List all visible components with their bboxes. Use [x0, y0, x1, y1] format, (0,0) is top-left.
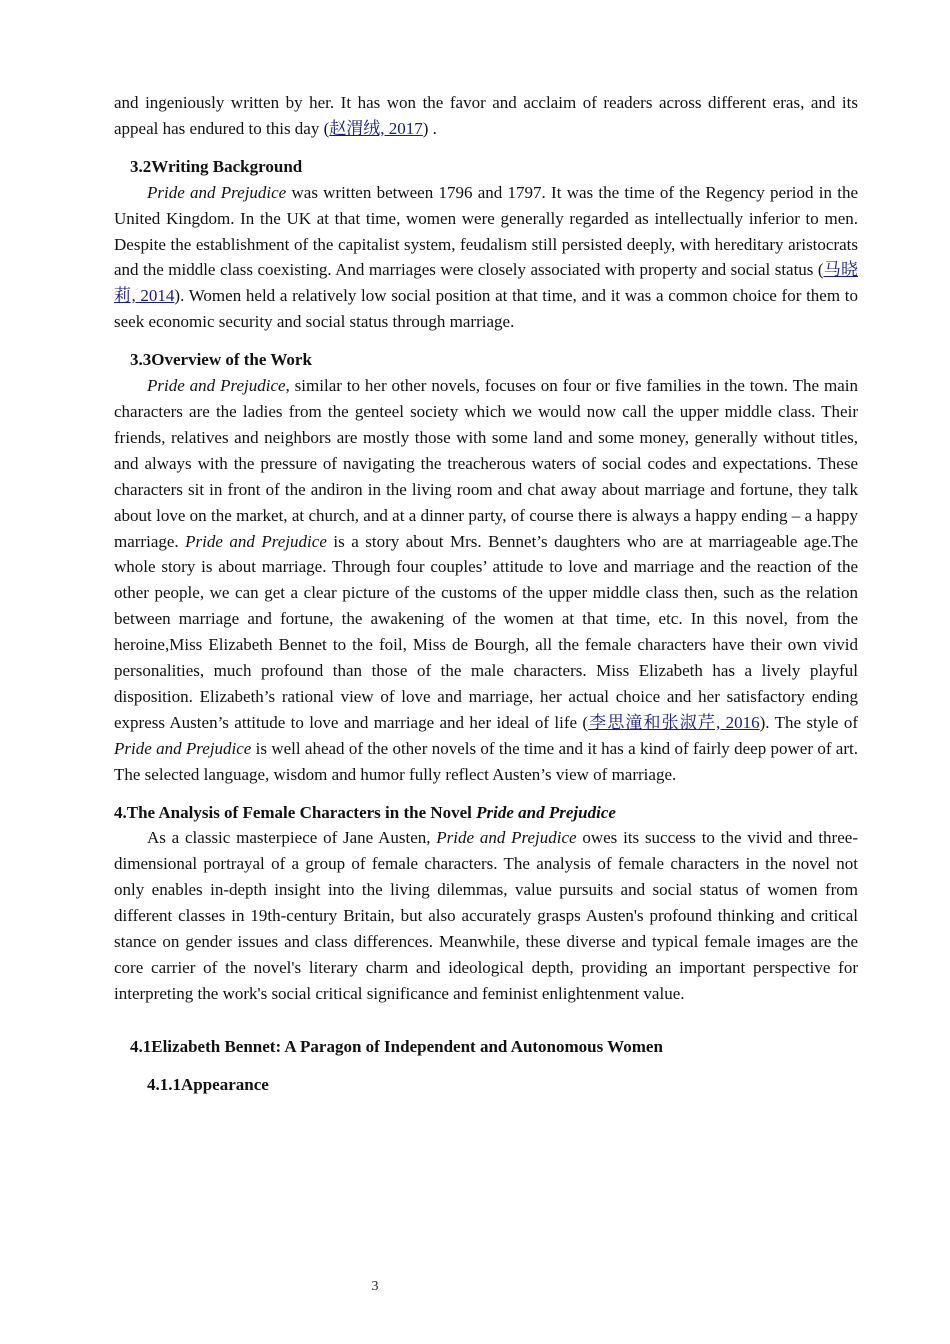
- heading-4-1-1: 4.1.1Appearance: [147, 1074, 269, 1094]
- paragraph-writing-background: Pride and Prejudice was written between 1796 and 1797. It was the time of the Regency period in the United Kingdom. In the UK at that time, women were generally regarded as intellectually inferior to men. Despite the establishment of the capitalist system, feudalism still persisted deeply, with hereditary aristocrats and the middle class coexisting. And marriages were closely associated with property and social status (马晓莉, 2014). Women held a relatively low social position at that time, and it was a common choice for them to seek economic security and social status through marriage.: [114, 182, 859, 332]
- page-number: 3: [371, 1279, 379, 1294]
- heading-4: 4.The Analysis of Female Characters in the Novel Pride and Prejudice: [114, 802, 616, 822]
- citation-link[interactable]: 赵渭绒, 2017: [329, 118, 423, 138]
- book-title: Pride and Prejudice: [147, 182, 287, 202]
- paragraph-intro-continuation: and ingeniously written by her. It has won the favor and acclaim of readers across different eras, and its appeal has endured to this day (赵渭绒, 2017) .: [114, 93, 858, 138]
- heading-3-2: 3.2Writing Background: [130, 156, 303, 176]
- book-title: Pride and Prejudice: [476, 802, 616, 822]
- paragraph-analysis: As a classic masterpiece of Jane Austen, Pride and Prejudice owes its success to the vivid and three-dimensional portrayal of a group of female characters. The analysis of female characters in the novel not only enables in-depth insight into the living dilemmas, value pursuits and social status of women from different classes in 19th-century Britain, but also accurately grasps Austen's profound thinking and critical stance on gender issues and class differences. Meanwhile, these diverse and typical female images are the core carrier of the novel's literary charm and ideological depth, providing an important perspective for interpreting the work's social critical significance and feminist enlightenment value.: [114, 828, 858, 1003]
- book-title: Pride and Prejudice: [185, 531, 327, 551]
- paragraph-overview: Pride and Prejudice, similar to her other novels, focuses on four or five families in the town. The main characters are the ladies from the genteel society which we would now call the upper middle class. Their friends, relatives and neighbors are mostly those with some land and some money, generally without titles, and always with the pressure of navigating the treacherous waters of social codes and expectations. These characters sit in front of the andiron in the living room and chat away about marriage and fortune, they talk about love on the market, at church, and at a dinner party, of course there is always a happy ending – a happy marriage. Pride and Prejudice is a story about Mrs. Bennet’s daughters who are at marriageable age.The whole story is about marriage. Through four couples’ attitude to love and marriage and the reaction of the other people, we can get a clear picture of the customs of the upper middle class then, such as the relation between marriage and fortune, the awakening of the women at that time, etc. In this novel, from the heroine,Miss Elizabeth Bennet to the foil, Miss de Bourgh, all the female characters have their own vivid personalities, much profound than those of the male characters. Miss Elizabeth has a lively playful disposition. Elizabeth’s rational view of love and marriage, her actual choice and her satisfactory ending express Austen’s attitude to love and marriage and her ideal of life (李思潼和张淑芹, 2016). The style of Pride and Prejudice is well ahead of the other novels of the time and it has a kind of fairly deep power of art. The selected language, wisdom and humor fully reflect Austen’s view of marriage.: [114, 376, 858, 784]
- book-title: Pride and Prejudice: [436, 828, 577, 848]
- book-title: Pride and Prejudice: [114, 738, 252, 758]
- citation-link[interactable]: 马晓莉, 2014: [114, 260, 859, 306]
- book-title: Pride and Prejudice: [147, 376, 286, 396]
- document-page: [114, 90, 858, 1098]
- heading-4-1: 4.1Elizabeth Bennet: A Paragon of Independent and Autonomous Women: [130, 1036, 663, 1056]
- citation-link[interactable]: 李思潼和张淑芹, 2016: [588, 712, 760, 732]
- heading-3-3: 3.3Overview of the Work: [130, 350, 312, 370]
